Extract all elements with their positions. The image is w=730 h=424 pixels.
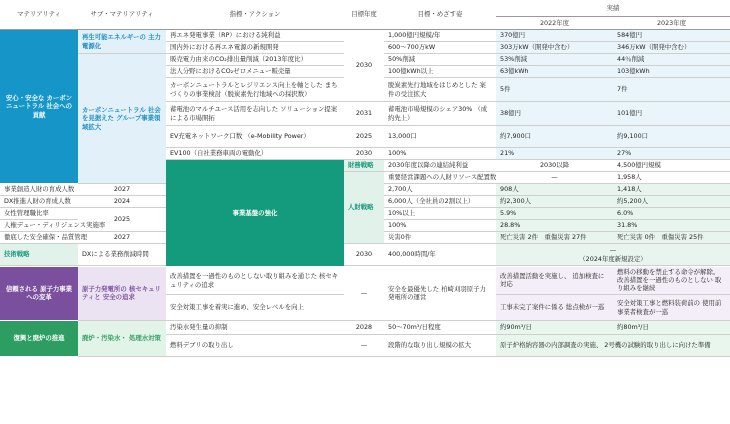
sub-nuclear-security: 原子力発電所の 核セキュリティと 安全の追求	[78, 267, 166, 321]
result-2023-cell: 約80m³/日	[613, 321, 730, 335]
action-cell: 再エネ発電事業（RP）における純利益	[166, 30, 344, 42]
target-cell: 1,958人	[613, 172, 730, 184]
action-cell: 改善措置を一過性のものとしない取り組みを通じた 核セキュリティの追求	[166, 267, 344, 295]
target-cell: 50～70m³/日程度	[384, 321, 496, 335]
action-cell: EV100（自社業務車両の電動化）	[166, 148, 344, 160]
header-fy2022: 2022年度	[496, 17, 613, 30]
action-cell: EV充電ネットワーク口数 （e-Mobility Power）	[166, 126, 344, 148]
result-2023-cell: 約5,200人	[613, 196, 730, 208]
target-year-cell: 2028	[344, 321, 384, 335]
result-2022-cell: 21%	[496, 148, 613, 160]
action-cell: 人権デュー・ディリジェンス実施率	[0, 220, 78, 232]
result-2023-cell: 44％削減	[613, 54, 730, 66]
target-year-cell: 2030以降	[496, 160, 613, 172]
target-cell: 脱炭素先行地域をはじめとした 案件の受注拡大	[384, 78, 496, 102]
result-2022-cell: 改善措置活動を実施し、 追加検査に対応	[496, 267, 613, 295]
action-cell: 蓄電池のマルチユース活用を志向した ソリューション提案による市場開拓	[166, 102, 344, 126]
materiality-business-foundation: 事業基盤の強化	[166, 160, 344, 267]
header-target: 目標・めざす姿	[384, 0, 496, 30]
result-2023-cell: 584億円	[613, 30, 730, 42]
materiality-nuclear: 信頼される 原子力事業への変革	[0, 267, 78, 321]
target-cell: 600～700万kW	[384, 42, 496, 54]
sub-renewable: 再生可能エネルギーの 主力電源化	[78, 30, 166, 54]
target-year-cell: 2030	[344, 148, 384, 160]
target-cell: 100%	[384, 220, 496, 232]
header-target-year: 目標年度	[344, 0, 384, 30]
result-2022-cell: 約2,300人	[496, 196, 613, 208]
materiality-reconstruction: 復興と廃炉の推進	[0, 321, 78, 357]
target-cell: 4,500億円規模	[613, 160, 730, 172]
result-2022-cell: 370億円	[496, 30, 613, 42]
result-merged-cell: 原子炉格納容器の内部調査の実施、 2号機の試験的取り出しに向けた準備	[496, 335, 730, 357]
target-year-cell: —	[344, 267, 384, 321]
target-cell: 50%削減	[384, 54, 496, 66]
sub-decommissioning: 廃炉・汚染水・ 処理水対策	[78, 321, 166, 357]
result-note: （2024年度新規設定）	[579, 254, 647, 263]
result-2022-cell: 303万kW（開発中含む）	[496, 42, 613, 54]
sub-technology: 技術戦略	[0, 244, 78, 266]
target-cell: 段階的な取り出し規模の拡大	[384, 335, 496, 357]
result-2023-cell: 7件	[613, 78, 730, 102]
action-cell: DX推進人財の育成人数	[0, 196, 78, 208]
result-2023-cell: 死亡災害 0件 重傷災害 25件	[613, 232, 730, 244]
result-2023-cell: 31.8%	[613, 220, 730, 232]
target-cell: 1,000億円規模/年	[384, 30, 496, 42]
action-cell: 事業創造人財の育成人数	[0, 184, 78, 196]
target-cell: 100億kWh以上	[384, 66, 496, 78]
target-cell: 13,000口	[384, 126, 496, 148]
result-2022-cell: 約7,900口	[496, 126, 613, 148]
result-2022-cell: 5.9%	[496, 208, 613, 220]
target-year-cell: 2025	[78, 208, 166, 232]
target-cell: 災害0件	[384, 232, 496, 244]
target-year-cell: 2027	[78, 232, 166, 244]
target-year-cell: 2030	[344, 30, 384, 102]
result-2022-cell: 28.8%	[496, 220, 613, 232]
result-2023-cell: 6.0%	[613, 208, 730, 220]
result-2023-cell: 燃料の移動を禁止する命令が解除。 改善措置を一過性のものとしない 取り組みを継続	[613, 267, 730, 295]
result-2023-cell: 安全対策工事と燃料装荷前の 使用前事業者検査が一巡	[613, 295, 730, 321]
result-merged-cell	[496, 244, 730, 266]
target-cell: 6,000人（全社員の2割以上）	[384, 196, 496, 208]
action-cell: 法人分野におけるCO₂ゼロメニュー販売量	[166, 66, 344, 78]
result-2022-cell: 908人	[496, 184, 613, 196]
action-cell: 安全対策工事を着実に進め、安全レベルを向上	[166, 295, 344, 321]
target-cell: 安全を最優先した 柏崎刈羽原子力発電所の運営	[384, 267, 496, 321]
action-cell: 燃料デブリの取り出し	[166, 335, 344, 357]
action-cell: カーボンニュートラルとレジリエンス向上を軸とした まちづくりの事業検討（脱炭素先行地域への採択数）	[166, 78, 344, 102]
header-results: 実績	[496, 0, 730, 17]
action-cell: 2030年度以降の連結純利益	[384, 160, 496, 172]
sub-finance: 財務戦略	[344, 160, 384, 172]
result-2023-cell: 103億kWh	[613, 66, 730, 78]
sub-hr: 人財戦略	[344, 172, 384, 244]
action-cell: 販売電力由来のCO₂排出量削減（2013年度比）	[166, 54, 344, 66]
materiality-carbon-neutral: 安心・安全な カーボンニュートラル 社会への貢献	[0, 30, 78, 184]
result-2022-cell: 約90m³/日	[496, 321, 613, 335]
action-cell: 重要経営課題への人財リソース配置数	[384, 172, 496, 184]
result-dash: —	[609, 246, 617, 255]
result-2022-cell: 死亡災害 2件 重傷災害 27件	[496, 232, 613, 244]
header-materiality: マテリアリティ	[0, 0, 78, 30]
result-2022-cell: 38億円	[496, 102, 613, 126]
result-2022-cell: 53%削減	[496, 54, 613, 66]
target-year-cell: 2024	[78, 196, 166, 208]
action-cell: 国内外における再エネ電源の新規開発	[166, 42, 344, 54]
result-2023-cell: 27%	[613, 148, 730, 160]
target-cell: 2,700人	[384, 184, 496, 196]
action-cell: 女性管理職比率	[0, 208, 78, 220]
result-2022-cell: 工事未完了案件に係る 総点検が一巡	[496, 295, 613, 321]
sub-group-expansion: カーボンニュートラル 社会を見据えた グループ事業領域拡大	[78, 54, 166, 184]
target-year-cell: 2030	[344, 244, 384, 266]
result-2022-cell: 5件	[496, 78, 613, 102]
target-year-cell: 2031	[344, 102, 384, 126]
target-cell: 100%	[384, 148, 496, 160]
result-2023-cell: 約9,100口	[613, 126, 730, 148]
target-year-cell: —	[344, 335, 384, 357]
header-sub-materiality: サブ・マテリアリティ	[78, 0, 166, 30]
target-year-cell: —	[496, 172, 613, 184]
target-year-cell: 2027	[78, 184, 166, 196]
header-initiative: 指標・アクション	[166, 0, 344, 30]
target-cell: 10%以上	[384, 208, 496, 220]
target-cell: 400,000時間/年	[384, 244, 496, 266]
target-cell: 蓄電池市場規模のシェア30% （成約先上）	[384, 102, 496, 126]
target-year-cell: 2025	[344, 126, 384, 148]
header-fy2023: 2023年度	[613, 17, 730, 30]
result-2023-cell: 346万kW（開発中含む）	[613, 42, 730, 54]
result-2022-cell: 63億kWh	[496, 66, 613, 78]
action-cell: DXによる業務削減時間	[78, 244, 166, 266]
result-2023-cell: 101億円	[613, 102, 730, 126]
action-cell: 汚染水発生量の抑制	[166, 321, 344, 335]
result-2023-cell: 1,418人	[613, 184, 730, 196]
action-cell: 徹底した安全確保・品質管理	[0, 232, 78, 244]
